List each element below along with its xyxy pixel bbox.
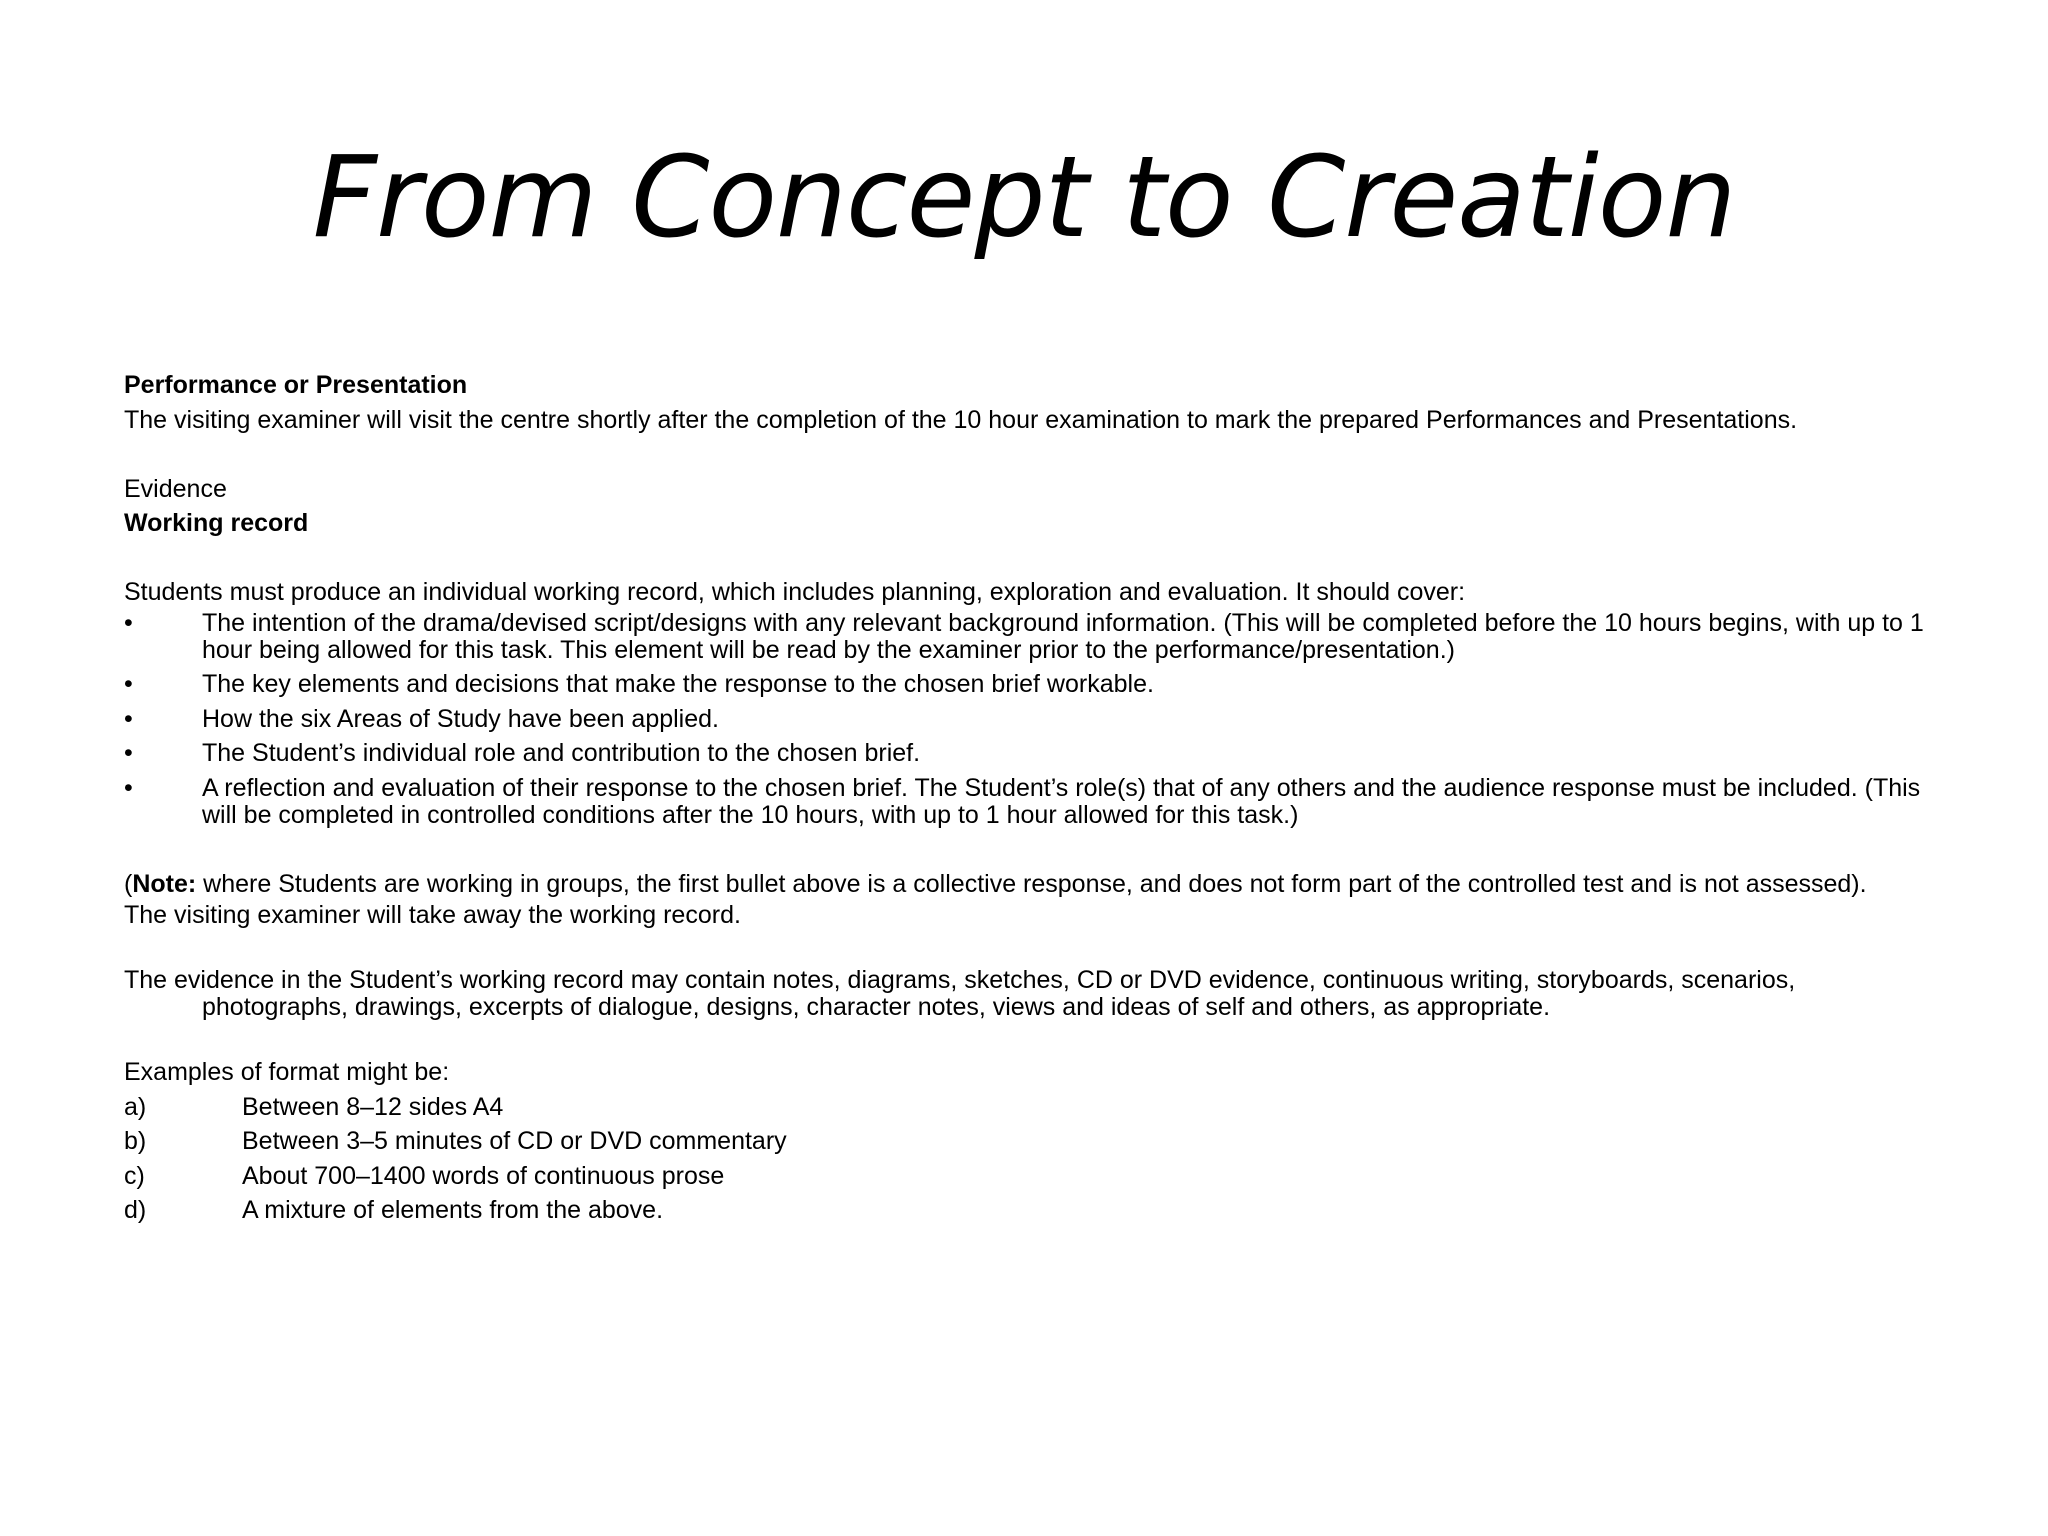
note-text: where Students are working in groups, the first bullet above is a collective response, and does not form part of the controlled test and is not assessed). <box>196 869 1867 898</box>
list-item <box>124 1193 1944 1228</box>
example-text: About 700–1400 words of continuous prose <box>242 1161 725 1190</box>
bullet-icon: • <box>124 608 133 637</box>
example-letter: d) <box>124 1196 147 1224</box>
example-text: A mixture of elements from the above. <box>242 1196 664 1224</box>
bullet-text: The key elements and decisions that make the response to the chosen brief workable. <box>202 670 1154 698</box>
format-examples-list <box>124 1090 1944 1228</box>
list-item <box>124 1090 1944 1125</box>
list-item <box>124 610 1944 664</box>
working-record-heading: Working record <box>124 509 309 537</box>
spacer <box>124 437 1944 472</box>
spacer <box>124 836 1944 871</box>
coverage-bullet-list <box>124 610 1944 829</box>
bullet-text: The intention of the drama/devised script/designs with any relevant background information. (This will be completed before the 10 hours begins, with up to 1 hour being allowed for this task. This element will be read by the examiner prior to the performance/presentation.) <box>202 608 1924 664</box>
bullet-text: The Student’s individual role and contribution to the chosen brief. <box>202 739 921 767</box>
note-paragraph <box>124 871 1944 898</box>
spacer <box>124 932 1944 967</box>
bullet-icon: • <box>124 773 133 802</box>
list-item <box>124 706 1944 733</box>
evidence-text: The evidence in the Student’s working record may contain notes, diagrams, sketches, CD or DVD evidence, continuous writing, storyboards, scenarios, photographs, drawings, excerpts of dialogue, designs, character notes, views and ideas of self and others, as appropriate. <box>124 965 1796 1021</box>
example-text: Between 8–12 sides A4 <box>242 1092 504 1121</box>
slide-body <box>124 368 1944 1228</box>
list-item <box>124 1124 1944 1159</box>
evidence-label: Evidence <box>124 474 227 503</box>
list-item <box>124 671 1944 698</box>
bullet-text: How the six Areas of Study have been applied. <box>202 704 719 733</box>
bullet-icon: • <box>124 704 133 733</box>
example-letter: c) <box>124 1161 145 1190</box>
take-away-text: The visiting examiner will take away the working record. <box>124 900 741 929</box>
example-text: Between 3–5 minutes of CD or DVD commentary <box>242 1127 787 1155</box>
bullet-icon: • <box>124 739 133 767</box>
spacer <box>124 541 1944 576</box>
performance-text: The visiting examiner will visit the centre shortly after the completion of the 10 hour examination to mark the prepared Performances and Presentations. <box>124 405 1798 434</box>
note-open-paren: ( <box>124 869 133 898</box>
list-item <box>124 1159 1944 1194</box>
bullet-icon: • <box>124 670 133 698</box>
spacer <box>124 1021 1944 1056</box>
performance-heading: Performance or Presentation <box>124 371 468 399</box>
list-item <box>124 740 1944 767</box>
example-letter: b) <box>124 1127 147 1155</box>
intro-text: Students must produce an individual working record, which includes planning, exploration and evaluation. It should cover: <box>124 578 1466 606</box>
examples-intro: Examples of format might be: <box>124 1058 450 1086</box>
slide-title: From Concept to Creation <box>312 133 1736 263</box>
list-item <box>124 775 1944 829</box>
bullet-text: A reflection and evaluation of their response to the chosen brief. The Student’s role(s) that of any others and the audience response must be included. (This will be completed in controlled conditions after the 10 hours, with up to 1 hour allowed for this task.) <box>202 773 1921 829</box>
note-label: Note: <box>132 869 197 898</box>
example-letter: a) <box>124 1092 147 1121</box>
